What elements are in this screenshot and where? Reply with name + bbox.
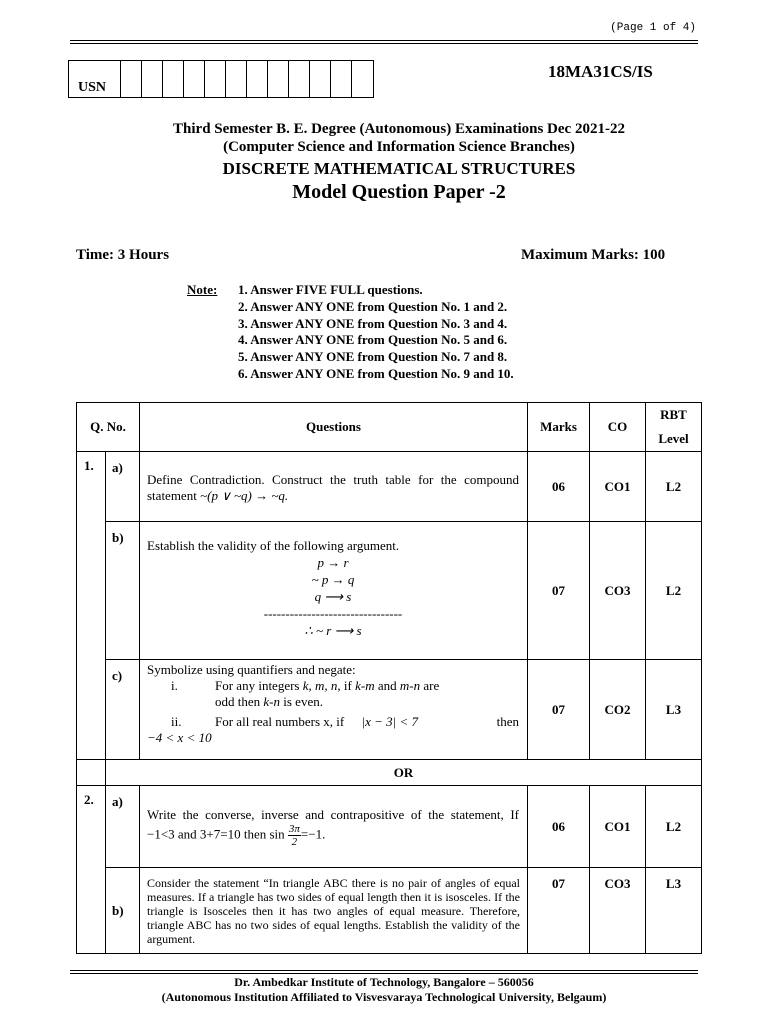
footer-institute: Dr. Ambedkar Institute of Technology, Bangalore – 560056 <box>234 975 534 989</box>
rbt-cell: L3 <box>646 660 702 760</box>
q1c-part-i: i. For any integers k, m, n, if k-m and m-n are <box>147 678 519 694</box>
top-rule-2 <box>70 43 698 44</box>
question-text <box>140 786 528 868</box>
co-cell: CO3 <box>590 522 646 660</box>
marks-cell: 07 <box>528 660 590 760</box>
table-header-row <box>77 403 702 452</box>
note-item: 4. Answer ANY ONE from Question No. 5 and 6. <box>238 332 508 348</box>
usn-cell <box>352 61 373 97</box>
usn-cell <box>331 61 352 97</box>
footer-rule-2 <box>70 973 698 974</box>
usn-cell <box>289 61 310 97</box>
question-text: Consider the statement “In triangle ABC there is no pair of angles of equal measures. If a triangle has two sides of equal length then it is isosceles. If the triangle is Isosceles then it has two angles of equal measure. Therefore, triangle ABC has no two sides of equal lengths. Establish the validity of the argument. <box>140 868 528 954</box>
conclusion-line: ∴ ~ r ⟶ s <box>304 623 362 638</box>
paper-title: Model Question Paper -2 <box>292 181 506 203</box>
question-text <box>140 660 528 760</box>
footer-rule <box>70 970 698 971</box>
or-row <box>77 760 702 786</box>
footer-affiliation: (Autonomous Institution Affiliated to Visvesvaraya Technological University, Belgaum) <box>161 990 607 1004</box>
time-label: Time: 3 Hours <box>76 247 170 263</box>
note-label: Note: <box>187 282 218 297</box>
q2a-expr1: −1<3 and 3+7=10 then sin <box>147 826 285 842</box>
q1c-text: Symbolize using quantifiers and negate: <box>147 662 356 677</box>
subquestion-label: b) <box>106 522 140 660</box>
usn-cell <box>268 61 289 97</box>
co-cell: CO3 <box>590 868 646 954</box>
table-row <box>77 452 702 522</box>
q2a-text: Write the converse, inverse and contrapositive of the statement, If <box>147 807 519 822</box>
note-item: 3. Answer ANY ONE from Question No. 3 and 4. <box>238 315 508 331</box>
top-rule <box>70 40 698 41</box>
q1c-part-ii: ii. For all real numbers x, if |x − 3| < 7 then <box>147 714 519 730</box>
usn-cell <box>142 61 163 97</box>
header-marks: Marks <box>528 403 590 452</box>
marks-cell: 06 <box>528 786 590 868</box>
part-number: i. <box>171 678 178 693</box>
usn-label: USN <box>69 61 121 97</box>
subquestion-label: c) <box>106 660 140 760</box>
fraction-numerator: 3π <box>288 823 300 835</box>
question-number: 1. <box>77 452 106 760</box>
table-row <box>77 786 702 868</box>
marks-cell: 06 <box>528 452 590 522</box>
rbt-cell: L2 <box>646 522 702 660</box>
q1a-expression: ~(p ∨ ~q) → ~q. <box>200 487 289 503</box>
q1b-text: Establish the validity of the following argument. <box>147 538 400 553</box>
subject-title: DISCRETE MATHEMATICAL STRUCTURES <box>222 159 576 178</box>
page-number: (Page 1 of 4) <box>610 22 696 34</box>
usn-cell <box>247 61 268 97</box>
usn-cell <box>121 61 142 97</box>
usn-box <box>68 60 374 98</box>
table-row <box>77 522 702 660</box>
part-number: ii. <box>171 714 182 729</box>
header-questions: Questions <box>140 403 528 452</box>
rbt-cell: L3 <box>646 868 702 954</box>
course-code: 18MA31CS/IS <box>548 62 653 81</box>
exam-title: Third Semester B. E. Degree (Autonomous) Examinations Dec 2021-22 <box>173 121 625 137</box>
usn-cell <box>226 61 247 97</box>
argument-divider: -------------------------------- <box>263 606 403 621</box>
q1c-part-i-cont: odd then k-n is even. <box>215 694 323 709</box>
fraction-denominator: 2 <box>291 836 298 848</box>
or-label: OR <box>106 760 702 786</box>
rbt-cell: L2 <box>646 452 702 522</box>
note-item: 1. Answer FIVE FULL questions. <box>238 282 423 297</box>
note-item: 2. Answer ANY ONE from Question No. 1 and 2. <box>238 298 508 314</box>
table-row <box>77 660 702 760</box>
usn-cell <box>184 61 205 97</box>
header-rbt <box>646 403 702 452</box>
header-qno: Q. No. <box>77 403 140 452</box>
rbt-cell: L2 <box>646 786 702 868</box>
note-item: 5. Answer ANY ONE from Question No. 7 and 8. <box>238 349 508 365</box>
co-cell: CO2 <box>590 660 646 760</box>
branches-line: (Computer Science and Information Science Branches) <box>223 139 575 155</box>
header-rbt-line2: Level <box>658 431 689 446</box>
header-co: CO <box>590 403 646 452</box>
question-table <box>76 402 702 954</box>
premise-line: q ⟶ s <box>314 589 352 604</box>
co-cell: CO1 <box>590 452 646 522</box>
usn-cell <box>310 61 331 97</box>
question-text <box>140 522 528 660</box>
usn-cell <box>163 61 184 97</box>
table-row <box>77 868 702 954</box>
premise-line: p → r <box>317 555 349 570</box>
usn-cell <box>205 61 226 97</box>
co-cell: CO1 <box>590 786 646 868</box>
subquestion-label: b) <box>106 868 140 954</box>
question-number: 2. <box>77 786 106 954</box>
q1c-part-ii-conclusion: −4 < x < 10 <box>147 730 212 745</box>
header-rbt-line1: RBT <box>660 407 687 422</box>
note-item: 6. Answer ANY ONE from Question No. 9 and 10. <box>238 365 514 381</box>
subquestion-label: a) <box>106 786 140 868</box>
q2a-expr2: =−1. <box>300 826 326 842</box>
note-list <box>238 282 514 383</box>
premise-line: ~ p → q <box>311 572 355 587</box>
fraction <box>288 823 301 848</box>
marks-cell: 07 <box>528 522 590 660</box>
subquestion-label: a) <box>106 452 140 522</box>
marks-cell: 07 <box>528 868 590 954</box>
q1a-text: Define Contradiction. Construct the truth table for the compound statement <box>147 471 519 503</box>
max-marks-label: Maximum Marks: 100 <box>521 247 666 263</box>
question-text <box>140 452 528 522</box>
